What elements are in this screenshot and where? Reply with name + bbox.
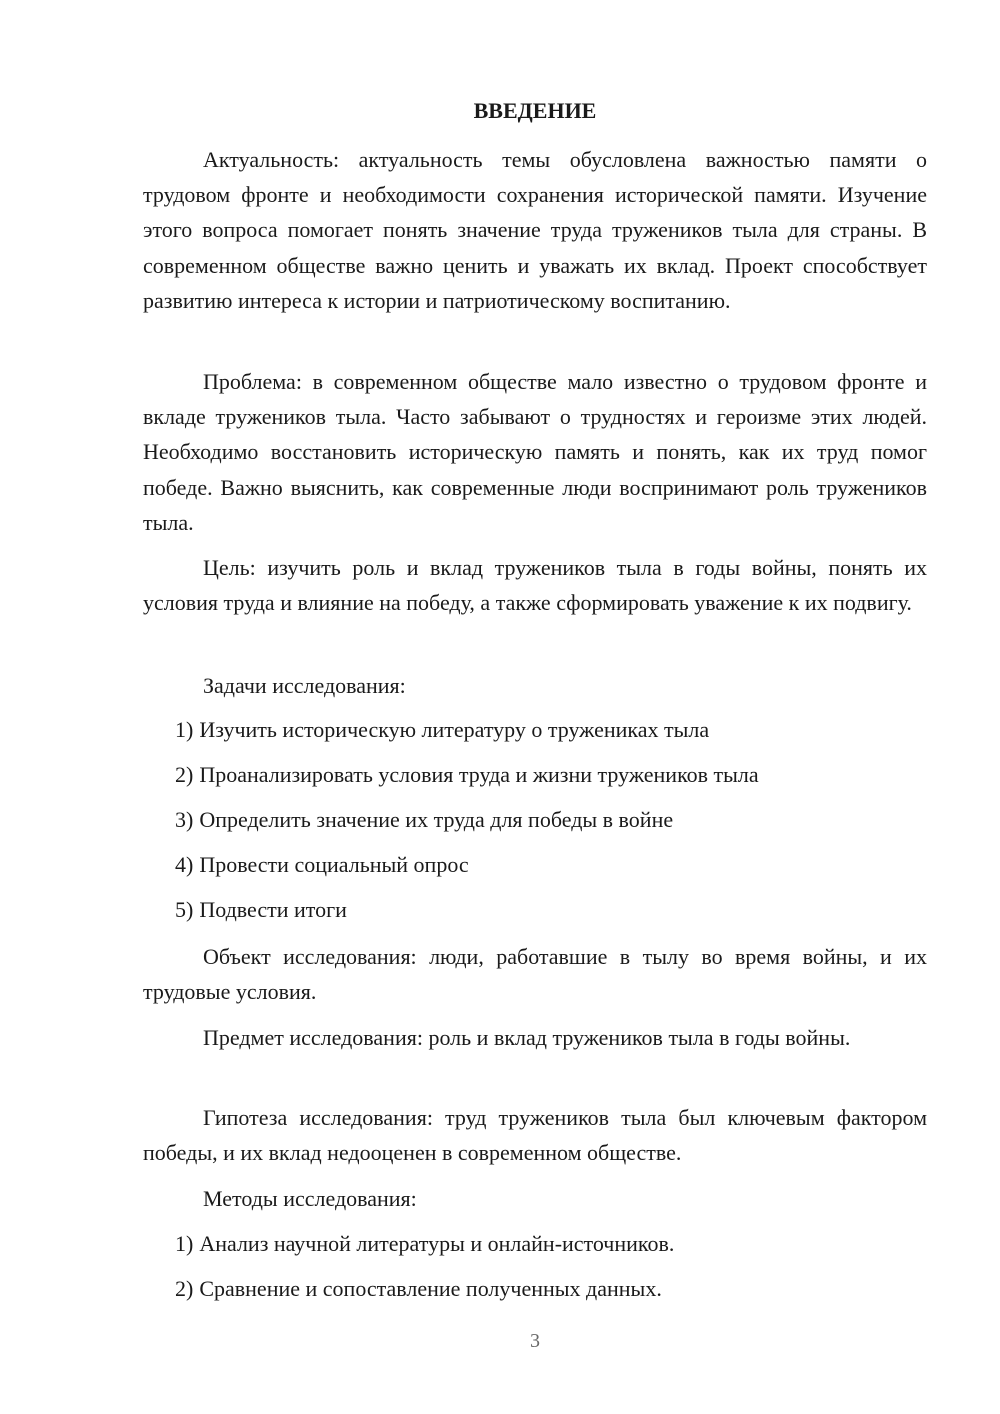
list-item-number: 1) [175,1231,194,1256]
list-item [175,1272,927,1306]
paragraph-goal: Цель: изучить роль и вклад тружеников тыла в годы войны, понять их условия труда и влияние на победу, а также сформировать уважение к их подвигу. [143,555,927,616]
list-item-text: Сравнение и сопоставление полученных данных. [199,1276,662,1301]
list-item-text: Анализ научной литературы и онлайн-источников. [199,1231,675,1256]
list-item-number: 5) [175,897,194,922]
list-item-number: 2) [175,762,194,787]
list-item-number: 1) [175,717,194,742]
document-page [143,0,927,1414]
list-item-number: 3) [175,807,194,832]
list-item [175,713,927,747]
list-item [175,848,927,882]
page-number: 3 [530,1330,540,1352]
list-item-text: Подвести итоги [199,897,347,922]
list-item-text: Провести социальный опрос [199,852,469,877]
paragraph-object: Объект исследования: люди, работавшие в тылу во время войны, и их трудовые условия. [143,944,927,1005]
list-item-number: 2) [175,1276,194,1301]
list-item-text: Определить значение их труда для победы в войне [199,807,674,832]
list-item [175,803,927,837]
list-item [175,893,927,927]
list-item [175,1227,927,1261]
methods-title: Методы исследования: [203,1186,417,1211]
paragraph-relevance: Актуальность: актуальность темы обусловлена важностью памяти о трудовом фронте и необходимости сохранения исторической памяти. Изучение этого вопроса помогает понять значение труда тружеников тыла для страны. В современном обществе важно ценить и уважать их вклад. Проект способствует развитию интереса к истории и патриотическому воспитанию. [143,147,927,313]
paragraph-problem: Проблема: в современном обществе мало известно о трудовом фронте и вкладе тружеников тыла. Часто забывают о трудностях и героизме этих людей. Необходимо восстановить историческую память и понять, как их труд помог победе. Важно выяснить, как современные люди воспринимают роль тружеников тыла. [143,369,927,535]
list-item-text: Проанализировать условия труда и жизни тружеников тыла [199,762,759,787]
tasks-title: Задачи исследования: [203,673,406,698]
list-item-text: Изучить историческую литературу о тружениках тыла [199,717,710,742]
paragraph-subject: Предмет исследования: роль и вклад тружеников тыла в годы войны. [203,1025,851,1050]
list-item [175,758,927,792]
paragraph-hypothesis: Гипотеза исследования: труд тружеников тыла был ключевым фактором победы, и их вклад недооценен в современном обществе. [143,1105,927,1166]
page-title: ВВЕДЕНИЕ [473,98,597,123]
list-item-number: 4) [175,852,194,877]
